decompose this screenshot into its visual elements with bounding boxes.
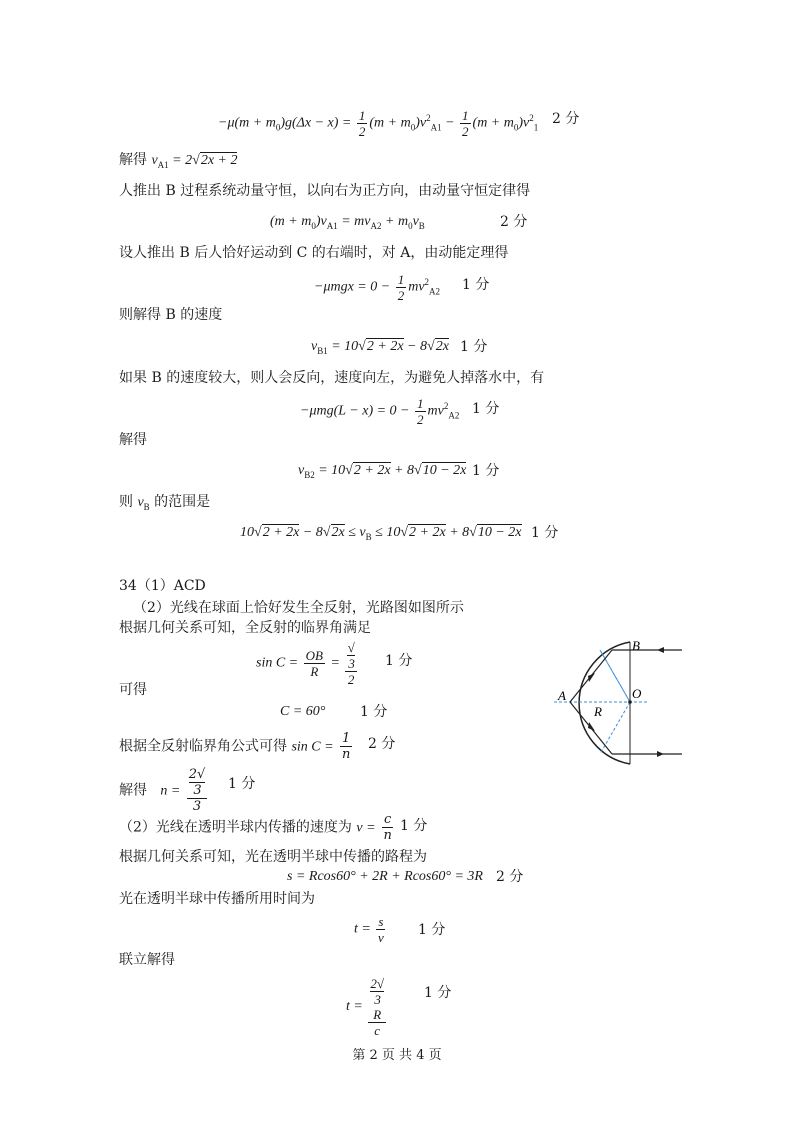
ray-outgoing-arrow — [657, 751, 664, 757]
score-3: 1 分 — [462, 277, 490, 293]
ray-inside-upper-arrow — [588, 673, 595, 682]
text-path-intro: 根据几何关系可知，光在透明半球中传播的路程为 — [119, 849, 427, 865]
text-reverse-intro: 如果 B 的速度较大，则人会反向，速度向左，为避免人掉落水中，有 — [119, 370, 545, 386]
text-critical-intro: 根据几何关系可知，全反射的临界角满足 — [119, 620, 371, 636]
score-14: 1 分 — [418, 922, 446, 938]
text-speed-in-sphere: （2）光线在透明半球内传播的速度为 v = $\frac{c}{n}$ — [119, 812, 392, 843]
radius-dashed-bottom — [600, 702, 630, 754]
equation-final-t: t = 2√ 3 R c — [346, 976, 384, 1038]
equation-kinetic-a: −μmgx = 0 − $\frac{1}{2}$ $mv^2_{A2}$ — [314, 272, 441, 303]
text-obtain: 可得 — [119, 682, 147, 698]
score-7: 1 分 — [531, 525, 559, 541]
text-solve-va1: 解得 $v_{A1} = 2√2x + 2$ — [119, 152, 238, 170]
equation-energy-a1: $-\mu(m + m_0)g(\Delta x - x)$ = $\frac{1}{2}$ $(m + m_0)v^2_{A1}$ − $\frac{1}{2}$ $(m + m_0)v^2_1$ — [218, 108, 539, 139]
equation-c60: C = 60° — [280, 704, 326, 719]
score-5: 1 分 — [472, 401, 500, 417]
text-b-speed-intro: 则解得 B 的速度 — [119, 307, 223, 323]
optics-diagram — [552, 638, 692, 768]
text-solve-n: 解得 n = 2√ 3 3 — [119, 767, 206, 814]
score-1: 2 分 — [552, 111, 580, 127]
score-9: 1 分 — [360, 704, 388, 720]
ray-inside-lower-arrow — [588, 722, 595, 731]
text-combined: 联立解得 — [119, 952, 175, 968]
score-2: 2 分 — [500, 214, 528, 230]
score-15: 1 分 — [424, 985, 452, 1001]
score-6: 1 分 — [472, 463, 500, 479]
label-r: R — [594, 704, 602, 719]
page-footer: 第 2 页 共 4 页 — [352, 1048, 442, 1063]
text-range-intro: 则 $v_B$ 的范围是 — [119, 494, 211, 512]
label-o: O — [632, 686, 642, 701]
equation-vb2: $v_{B2} = 10√2 + 2x + 8√10 - 2x$ — [298, 463, 467, 480]
score-11: 1 分 — [228, 776, 256, 792]
score-10: 2 分 — [368, 736, 396, 752]
score-13: 2 分 — [496, 869, 524, 885]
score-4: 1 分 — [460, 339, 488, 355]
equation-path: s = Rcos60° + 2R + Rcos60° = 3R — [287, 869, 483, 884]
equation-vb1: $v_{B1} = 10√2 + 2x - 8√2x$ — [311, 339, 449, 356]
score-12: 1 分 — [400, 818, 428, 834]
text-momentum-intro: 人推出 B 过程系统动量守恒，以向右为正方向，由动量守恒定律得 — [119, 183, 531, 199]
text-solve: 解得 — [119, 432, 147, 448]
text-kinetic-intro: 设人推出 B 后人恰好运动到 C 的右端时，对 A，由动能定理得 — [119, 245, 509, 261]
text-critical-formula: 根据全反射临界角公式可得 sin C = $\frac{1}{n}$ — [119, 731, 351, 762]
text-q34-1: 34（1）ACD — [119, 578, 206, 594]
label-a: A — [558, 688, 566, 703]
score-8: 1 分 — [385, 653, 413, 669]
label-b: B — [632, 638, 640, 653]
equation-vb-range: $10√2 + 2x - 8√2x \le v_B \le 10√2 + 2x + 8√10 - 2x$ — [240, 525, 522, 542]
text-time-intro: 光在透明半球中传播所用时间为 — [119, 891, 315, 907]
equation-sinc: sin C = $\frac{OB}{R}$ = √ 3 2 — [256, 640, 355, 687]
equation-momentum: $(m + m_0)v_{A1} = mv_{A2} + m_0v_B$ — [270, 214, 425, 231]
text-q34-2: （2）光线在球面上恰好发生全反射，光路图如图所示 — [133, 600, 464, 616]
ray-incoming-arrow — [657, 647, 664, 653]
equation-time: t = $\frac{s}{v}$ — [354, 914, 384, 945]
equation-kinetic-l: −μmg(L − x) = 0 − $\frac{1}{2}$ $mv^2_{A2}$ — [300, 396, 460, 427]
